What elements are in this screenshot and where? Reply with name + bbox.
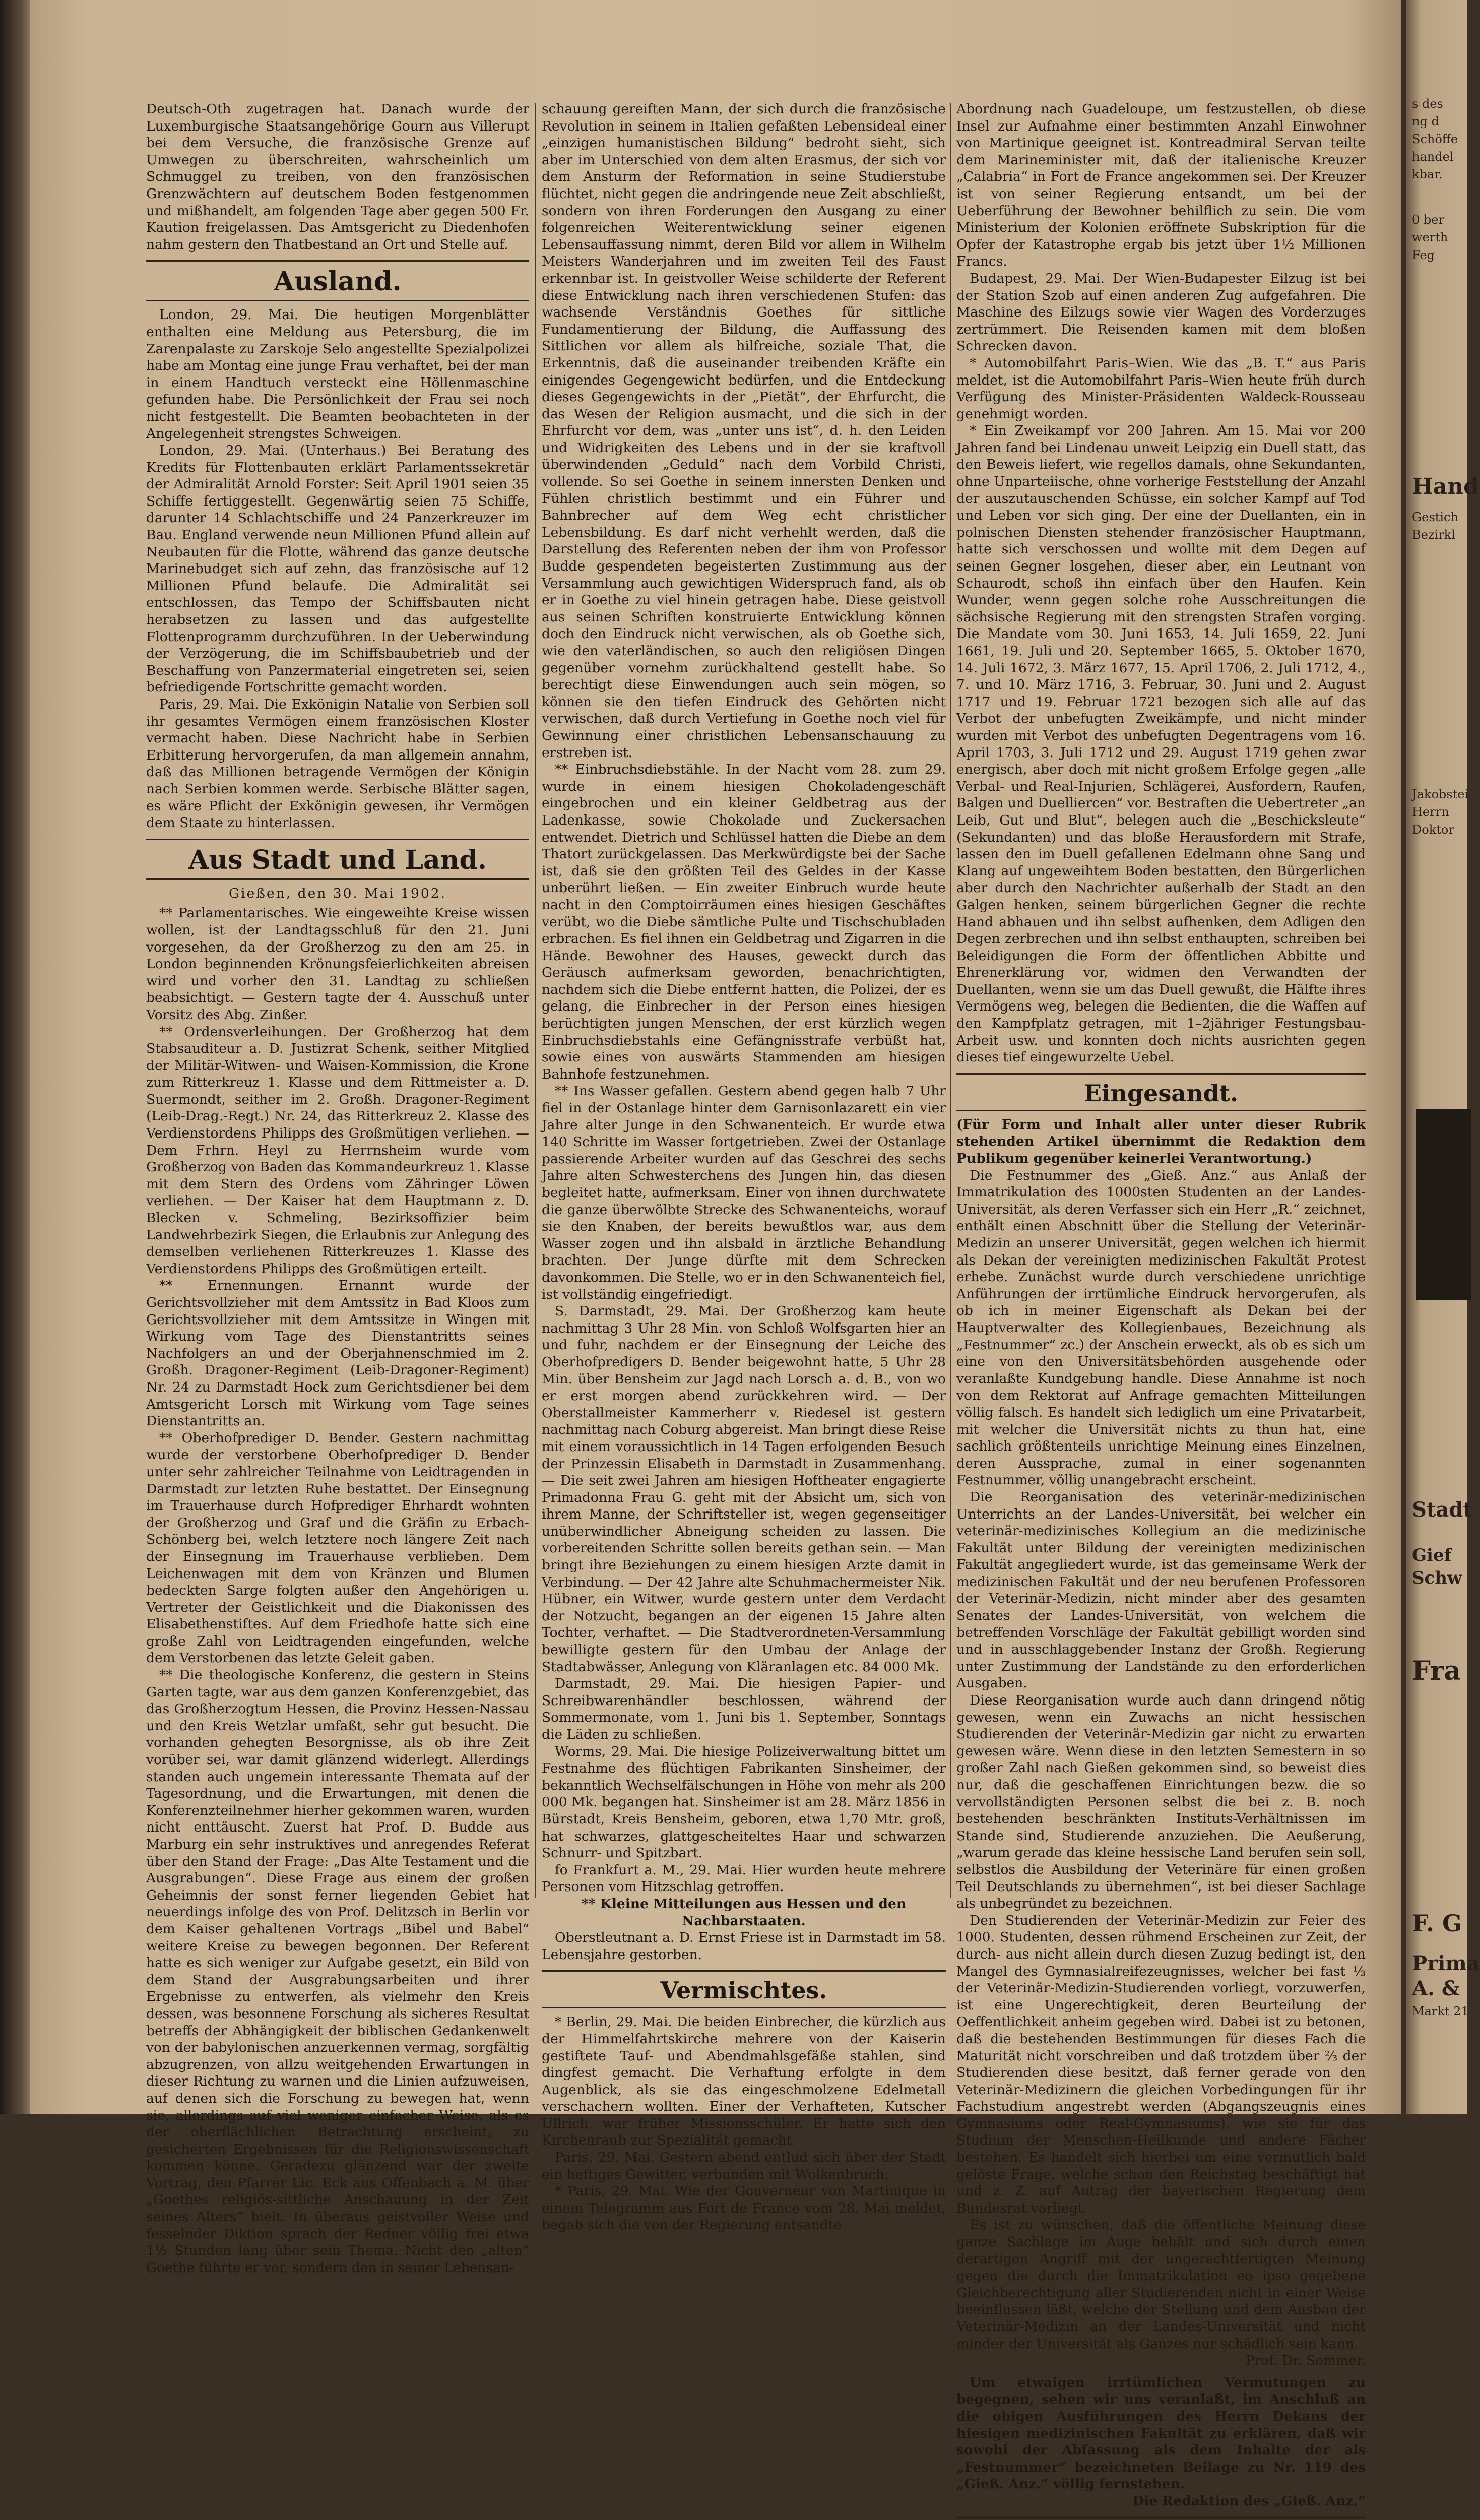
edge-fragment: Markt 21 (1412, 2004, 1469, 2019)
signature: Die Redaktion des „Gieß. Anz.“ (1132, 2493, 1366, 2509)
article-text: Die Festnummer des „Gieß. Anz.“ aus Anlaß der Immatrikulation des 1000sten Studenten an der Landes-Universität, als deren Verfasser sich ein Herr „R.“ zeichnet, enthält einen Abschnitt über die Stellung der Veterinär-Medizin an unserer Universität, gegen welchen ich hiermit als Dekan der vereinigten medizinischen Fakultät Protest erhebe. Zunächst wurde durch verschiedene unrichtige Anführungen der irrtümliche Eindruck hervorgerufen, als ob ich in meiner Eigenschaft als Dekan bei der Hauptverwalter des Kollegienbaues, Bezeichnung als „Festnummer“ zc.) der Anschein erweckt, als ob es sich um eine von den Universitätsbehörden ausgehende oder veranlaßte Kundgebung handle. Diese Annahme ist noch von dem Rektorat auf Anfrage gemachten Mitteilungen völlig falsch. Es handelt sich lediglich um eine Privatarbeit, mit welcher die Universität nichts zu thun hat, eine sachlich größtenteils unrichtige Meinung eines Einzelnen, deren Aussprache, zumal in einer sogenannten Festnummer, völlig unangebracht erscheint. (956, 1167, 1366, 1488)
column-3 (956, 101, 1366, 2520)
edge-fragment: Stadt (1412, 1498, 1472, 1522)
dateline: Gießen, den 30. Mai 1902. (228, 885, 447, 901)
article-text: Oberstleutnant a. D. Ernst Friese ist in Darmstadt im 58. Lebensjahre gestorben. (542, 1930, 946, 1963)
article-text: * Berlin, 29. Mai. Die beiden Einbrecher, die kürzlich aus der Himmelfahrtskirche mehrere von der Kaiserin gestiftete Tauf- und Abendmahlsgefäße stahlen, sind dingfest gemacht. Die Verhaftung erfolgte in dem Augenblick, als sie das eingeschmolzene Edelmetall verschachern wollten. Einer der Verhafteten, Kutscher Ullrich, war früher Missionsschüler. Er hatte sich den Kirchenraub zur Spezialität gemacht. (542, 2014, 946, 2149)
article-text: Paris, 29. Mai. Gestern abend entlud sich über der Stadt ein heftiges Gewitter, verbunden mit Wolkenbruch. (542, 2150, 946, 2182)
article-text: Abordnung nach Guadeloupe, um festzustellen, ob diese Insel zur Aufnahme einer bestimmten Anzahl Einwohner von Martinique geeignet ist. Kontreadmiral Servan teilte dem Marineminister mit, daß der italienische Kreuzer „Calabria“ in Fort de France angekommen sei. Der Kreuzer ist von seiner Regierung entsandt, um bei der Ueberführung der Bewohner behilflich zu sein. Die vom Ministerium der Kolonien eröffnete Subskription für die Opfer der Katastrophe ergab bis jetzt über 1½ Millionen Francs. (956, 101, 1366, 270)
binding-gutter (0, 0, 30, 2114)
disclaimer: (Für Form und Inhalt aller unter dieser Rubrik stehenden Artikel übernimmt die Redaktion dem Publikum gegenüber keinerlei Verantwortung.) (956, 1116, 1366, 1167)
edge-fragment: werth (1412, 230, 1448, 244)
edge-fragment: s des (1412, 97, 1443, 111)
article-text: ** Ordensverleihungen. Der Großherzog hat dem Stabsauditeur a. D. Justizrat Schenk, seither Mitglied der Militär-Witwen- und Waisen-Kommission, die Krone zum Ritterkreuz 1. Klasse und dem Rittmeister a. D. Suermondt, seither im 2. Großh. Dragoner-Regiment (Leib-Drag.-Regt.) Nr. 24, das Ritterkreuz 2. Klasse des Verdienstordens Philipps des Großmütigen verliehen. — Dem Frhrn. Heyl zu Herrnsheim wurde vom Großherzog von Baden das Kommandeurkreuz 1. Klasse mit dem Stern des Ordens vom Zähringer Löwen verliehen. — Der Kaiser hat dem Hauptmann z. D. Blecken v. Schmeling, Bezirksoffizier beim Landwehrbezirk Siegen, die Erlaubnis zur Anlegung des demselben verliehenen Ritterkreuzes 1. Klasse des Verdienstordens Philipps des Großmütigen erteilt. (146, 1024, 529, 1277)
article-text: Paris, 29. Mai. Die Exkönigin Natalie von Serbien soll ihr gesamtes Vermögen einem französischen Kloster vermacht haben. Diese Nachricht habe in Serbien Erbitterung hervorgerufen, da man allgemein annahm, daß das Millionen betragende Vermögen der Königin nach Serbien kommen werde. Serbische Blätter sagen, es wäre Pflicht der Exkönigin gewesen, ihr Vermögen dem Staate zu hinterlassen. (146, 697, 529, 831)
edge-fragment: Doktor (1412, 823, 1454, 837)
article-text: Den Studierenden der Veterinär-Medizin zur Feier des 1000. Studenten, dessen rühmend Erscheinen zur Zeit, der durch- aus nicht allein durch diesen Zuzug bedingt ist, den Mangel des Gymnasialreifezeugnisses, welcher bei fast ⅓ der Veterinär-Medizin-Studierenden vorliegt, vorzuwerfen, ist eine Ungerechtigkeit, deren Beurteilung der Oeffentlichkeit anheim gegeben wird. Dabei ist zu betonen, daß die bestehenden Bestimmungen für dieses Fach die Maturität nicht vorschreiben und daß trotzdem über ⅔ der Studierenden diese besitzt, daß ferner gerade von den Veterinär-Medizinern die gleichen Vorbedingungen für ihr Fachstudium angestrebt werden (Abgangszeugnis eines Gymnasiums oder Real-Gymnasiums), wie sie für das Studium der Menschen-Heilkunde und andere Fächer bestehen. Es handelt sich hierbei um eine vermutlich bald gelöste Frage, welche schon den Reichstag beschäftigt hat und z. Z. auf Antrag der bayerischen Regierung dem Bundesrat vorliegt. (956, 1912, 1366, 2216)
edge-fragment: Gestich (1412, 510, 1458, 524)
article-text: Darmstadt, 29. Mai. Die hiesigen Papier- und Schreibwarenhändler beschlossen, während der Sommermonate, vom 1. Juni bis 1. September, Sonntags die Läden zu schließen. (542, 1676, 946, 1742)
ad-block-fragment (1416, 1109, 1471, 1300)
article-text: London, 29. Mai. (Unterhaus.) Bei Beratung des Kredits für Flottenbauten erklärt Parlamentssekretär der Admiralität Arnold Forster: Seit April 1901 seien 35 Schiffe fertiggestellt. Gegenwärtig seien 75 Schiffe, darunter 14 Schlachtschiffe und 24 Panzerkreuzer im Bau. England verwende neun Millionen Pfund allein auf Neubauten für die Flotte, während das ganze deutsche Marinebudget sich auf zehn, das französische auf 12 Millionen Pfund belaufe. Die Admiralität sei entschlossen, das Tempo der Schiffsbauten nicht herabsetzen zu lassen und das aufgestellte Flottenprogramm durchzuführen. In der Ueberwindung der Verzögerung, die im Schiffsbaubetrieb und der Beschaffung von Panzermaterial eingetreten sei, seien befriedigende Fortschritte gemacht worden. (146, 443, 529, 696)
subheading: ** Kleine Mitteilungen aus Hessen und den Nachbarstaaten. (581, 1896, 907, 1929)
edge-fragment: Jakobstei (1412, 787, 1469, 801)
article-text: ** Parlamentarisches. Wie eingeweihte Kreise wissen wollen, ist der Landtagsschluß für den 21. Juni vorgesehen, da der Großherzog zu den am 25. in London beginnenden Krönungsfeierlichkeiten abreisen wird und vorher den 31. Landtag zu schließen beabsichtigt. — Gestern tagte der 4. Ausschuß unter Vorsitz des Abg. Zinßer. (146, 905, 529, 1023)
article-text: ** Ernennungen. Ernannt wurde der Gerichtsvollzieher mit dem Amtssitz in Bad Kloos zum Gerichtsvollzieher mit dem Amtssitze in Wingen mit Wirkung vom Tage des Dienstantritts seines Nachfolgers an und der Oberjahnenschmied im 2. Großh. Dragoner-Regiment (Leib-Dragoner-Regiment) Nr. 24 zu Darmstadt Hock zum Gerichtsdiener bei dem Amtsgericht Lorsch mit Wirkung vom Tage seines Dienstantritts an. (146, 1278, 529, 1429)
column-rule (535, 103, 536, 1898)
section-heading-gerichtssaal (956, 2517, 1366, 2520)
article-text: S. Darmstadt, 29. Mai. Der Großherzog kam heute nachmittag 3 Uhr 28 Min. von Schloß Wolfsgarten hier an und fuhr, nachdem er der Einsegnung der Leiche des Oberhofpredigers D. Bender beigewohnt hatte, 5 Uhr 28 Min. über Bensheim zur Jagd nach Lorsch a. d. B., von wo er erst morgen abend zurückkehren wird. — Der Oberstallmeister Kammerherr v. Riedesel ist gestern nachmittag nach Coburg abgereist. Man bringt diese Reise mit einem voraussichtlich in 14 Tagen erfolgenden Besuch der Prinzessin Elisabeth in Darmstadt in Zusammenhang. — Die seit zwei Jahren am hiesigen Hoftheater engagierte Primadonna Frau G. geht mit der Absicht um, sich von ihrem Manne, der Schriftsteller ist, wegen gegenseitiger unüberwindlicher Abneigung scheiden zu lassen. Die vorbereitenden Schritte sollen bereits gethan sein. — Man bringt ihre Beziehungen zu einem hiesigen Arzte damit in Verbindung. — Der 42 Jahre alte Schuhmachermeister Nik. Hübner, ein Witwer, wurde gestern unter dem Verdacht der Notzucht, begangen an der eigenen 15 Jahre alten Tochter, verhaftet. — Die Stadtverordneten-Versammlung bewilligte gestern für den Umbau der Anlage der Stadtabwässer, Anlegung von Kläranlagen etc. 84 000 Mk. (542, 1303, 946, 1675)
article-text: * Ein Zweikampf vor 200 Jahren. Am 15. Mai vor 200 Jahren fand bei Lindenau unweit Leipzig ein Duell statt, das den Beweis liefert, wie regellos damals, ohne Sekundanten, ohne Unparteiische, ohne vorherige Feststellung der Anzahl der auszutauschenden Schüsse, ein solcher Kampf auf Tod und Leben vor sich ging. Der eine der Duellanten, ein in polnischen Diensten stehender französischer Hauptmann, hatte sich verschossen und wollte mit dem Degen auf seinen Gegner losgehen, dieser aber, ein Leutnant von Schaurodt, schoß ihn einfach über den Haufen. Kein Wunder, wenn gegen solche rohe Ausschreitungen die sächsische Regierung mit den strengsten Strafen vorging. Die Mandate vom 30. Juni 1653, 14. Juli 1659, 22. Juni 1661, 19. Juli und 20. September 1665, 5. Oktober 1670, 14. Juli 1672, 3. März 1677, 15. April 1706, 2. Juli 1712, 4., 7. und 10. März 1716, 3. Februar, 30. Juni und 2. August 1717 und 19. Februar 1721 bezogen sich alle auf das Verbot der unbefugten Zweikämpfe, und nicht minder wurden mit Verbot des unbefugten Degentragens vom 16. April 1703, 3. Juli 1712 und 29. August 1719 gehen zwar energisch, aber doch mit nicht großem Erfolge gegen „alle Verbal- und Real-Injurien, Schlägerei, Ausfordern, Raufen, Balgen und Duelliercen“ vor. Bestraften die Uebertreter „an Leib, Gut und Blut“, belegen auch die „Beschicksleute“ (Sekundanten) und das bloße Herausfordern mit Strafe, lassen den im Duell gefallenen Edelmann ohne Sang und Klang auf ungeweihtem Boden bestatten, den Bürgerlichen aber durch den Nachrichter außerhalb der Stadt an den Galgen henken, seinem bürgerlichen Gegner die rechte Hand abhauen und ihn selbst aufhenken, dem Adligen den Degen zerbrechen und ihn selbst enthaupten, schreiben bei Beleidigungen die Form der öffentlichen Abbitte und Ehrenerklärung vor, widmen den Verwandten der Duellanten, wenn sie um das Duell gewußt, die Hälfte ihres Vermögens weg, belegen die Bedienten, die die Waffen auf den Kampfplatz getragen, mit 1–2jähriger Festungsbau-Arbeit usw. und konnten doch nichts ausrichten gegen dieses tief eingewurzelte Uebel. (956, 423, 1366, 1065)
article-text: Worms, 29. Mai. Die hiesige Polizeiverwaltung bittet um Festnahme des flüchtigen Fabrikanten Sinsheimer, der bekanntlich Wechselfälschungen in Höhe von mehr als 200 000 Mk. begangen hat. Sinsheimer ist am 28. März 1856 in Bürstadt, Kreis Bensheim, geboren, etwa 1,70 Mtr. groß, hat schwarzes, glattgescheiteltes Haar und schwarzen Schnurr- und Spitzbart. (542, 1743, 946, 1861)
article-text: Diese Reorganisation wurde auch dann dringend nötig gewesen, wenn ein Zuwachs an nicht hessischen Studierenden der Veterinär-Medizin gar nicht zu erwarten gewesen wäre. Wenn diese in den letzten Semestern in so großer Zahl nach Gießen gekommen sind, so beweist dies nur, daß die geschaffenen Einrichtungen bezw. die so vervollständigten Personen selbst die bei z. B. noch bestehenden beschränkten Instituts-Verhältnissen im Stande sind, Studierende anzuziehen. Die Aeußerung, „warum gerade das kleine hessische Land berufen sein soll, selbstlos die Ausbildung der Veterinäre für einen großen Teil Deutschlands zu übernehmen“, ist bei dieser Sachlage als unbegründet zu bezeichnen. (956, 1692, 1366, 1912)
article-text: fo Frankfurt a. M., 29. Mai. Hier wurden heute mehrere Personen vom Hitzschlag getroffen. (542, 1862, 946, 1895)
column-2 (542, 101, 946, 2234)
article-text: Deutsch-Oth zugetragen hat. Danach wurde der Luxemburgische Staatsangehörige Gourn aus Villerupt bei dem Versuche, die französische Grenze auf Umwegen zu überschreiten, wahrscheinlich um Schmuggel zu treiben, von den französischen Grenzwächtern auf deutschem Boden festgenommen und mißhandelt, am folgenden Tage aber gegen 500 Fr. Kaution freigelassen. Das Amtsgericht zu Diedenhofen nahm gestern den Thatbestand an Ort und Stelle auf. (146, 101, 529, 253)
edge-fragment: kbar. (1412, 167, 1443, 181)
article-text: * Automobilfahrt Paris–Wien. Wie das „B. T.“ aus Paris meldet, ist die Automobilfahrt Paris–Wien heute früh durch Verfügung des Minister-Präsidenten Waldeck-Rousseau genehmigt worden. (956, 355, 1366, 422)
section-heading-ausland: Ausland. (146, 260, 529, 301)
edge-fragment: Feg (1412, 248, 1435, 262)
edge-fragment: Herrn (1412, 805, 1449, 819)
edge-fragment: F. G (1412, 1910, 1462, 1937)
article-text: ** Einbruchsdiebstähle. In der Nacht vom 28. zum 29. wurde in einem hiesigen Chokoladengeschäft eingebrochen und ein kleiner Geldbetrag aus der Ladenkasse, sowie Chokolade und Zuckersachen entwendet. Dietrich und Schlüssel hatten die Diebe an dem Thatort zurückgelassen. Das Merkwürdigste bei der Sache ist, daß sie den größten Teil des Geldes in der Kasse unberührt ließen. — Ein zweiter Einbruch wurde heute nacht in den Comptoirräumen eines hiesigen Geschäftes verübt, wo die Diebe sämtliche Pulte und Tischschubladen erbrachen. Es fiel ihnen ein Geldbetrag und Zigarren in die Hände. Bewohner des Hauses, geweckt durch das Geräusch aufmerksam geworden, benachrichtigten, nachdem sich die Diebe entfernt hatten, die Polizei, der es gelang, die Einbrecher in der Person eines hiesigen berüchtigten jungen Menschen, der erst kürzlich wegen Einbruchsdiebstahls eine Gefängnisstrafe verbüßt hat, sowie eines von auswärts Stammenden am hiesigen Bahnhofe festzunehmen. (542, 762, 946, 1082)
edge-fragment: Hand (1412, 474, 1479, 499)
article-text: ** Die theologische Konferenz, die gestern in Steins Garten tagte, war aus dem ganzen Konferenzgebiet, das das Großherzogtum Hessen, die Provinz Hessen-Nassau und den Kreis Wetzlar umfaßt, sehr gut besucht. Die vorhanden gehegten Besorgnisse, als ob ihre Zeit vorüber sei, war damit glänzend widerlegt. Allerdings standen auch ungemein interessante Themata auf der Tagesordnung, und die Erwartungen, mit denen die Konferenzteilnehmer hierher gekommen waren, wurden nicht enttäuscht. Zuerst hat Prof. D. Budde aus Marburg ein sehr instruktives und anregendes Referat über den Stand der Frage: „Das Alte Testament und die Ausgrabungen“. Diese Frage aus einem der großen Geheimnis der sonst ferner liegenden Gebiet hat neuerdings infolge des von Prof. Delitzsch in Berlin vor dem Kaiser gehaltenen Vortrags „Bibel und Babel“ weitere Kreise zu bewegen begonnen. Der Referent hatte es sich weniger zur Aufgabe gesetzt, ein Bild von dem Stand der Ausgrabungsarbeiten und ihrer Ergebnisse zu entwerfen, als vielmehr den Kreis dessen, was besonnene Forschung als sicheres Resultat betreffs der Abhängigkeit der biblischen Gedankenwelt von der babylonischen anzuerkennen vermag, sorgfältig abzugrenzen, von allzu weitgehenden Erwartungen in dieser Richtung zu warnen und die Linien aufzuweisen, auf denen sich die Forschung zu bewegen hat, wenn sie, allerdings auf viel weniger einfacher Weise, als es der oberflächlichen Betrachtung erscheint, zu gesicherten Ergebnissen für die Religionswissenschaft kommen könne. Geradezu glänzend war der zweite Vortrag, den Pfarrer Lic. Eck aus Offenbach a. M. über „Goethes religiös-sittliche Anschauung in der Zeit seines Alters“ hielt. In überaus geistvoller Weise und fesselnder Diktion sprach der Redner völlig frei etwa 1½ Stunden lang über sein Thema. Nicht den „alten“ Goethe führte er vor, sondern den in seiner Lebensan- (146, 1667, 529, 2276)
column-rule (950, 103, 951, 1898)
edge-fragment: A. & (1412, 1977, 1460, 2000)
edge-fragment: ng d (1412, 114, 1439, 129)
edge-fragment: Gief (1412, 1545, 1452, 1565)
article-text: Budapest, 29. Mai. Der Wien-Budapester Eilzug ist bei der Station Szob auf einen anderen Zug aufgefahren. Die Maschine des Eilzugs sowie vier Wagen des Vorderzuges zertrümmert. Die Reisenden kamen mit dem bloßen Schrecken davon. (956, 270, 1366, 354)
edge-fragment: Fra (1412, 1656, 1461, 1686)
edge-fragment: Bezirkl (1412, 528, 1455, 542)
edge-fragment: 0 ber (1412, 213, 1444, 227)
article-text: schauung gereiften Mann, der sich durch die französische Revolution in seinem in Italien gefaßten Lebensideal einer „einzigen humanistischen Bildung“ bedroht sieht, sich aber im Unterschied von dem alten Erasmus, der sich vor dem Ansturm der Reformation in seine Studierstube flüchtet, nicht gegen die andringende neue Zeit abschließt, sondern von ihren Forderungen den Ausgang zu einer folgenreichen Weiterentwicklung seiner eigenen Lebensauffassung nimmt, deren Bild vor allem in Wilhelm Meisters Wanderjahren und im zweiten Teil des Faust erkennbar ist. In geistvoller Weise schilderte der Referent diese Entwicklung nach ihren verschiedenen Stufen: das wachsende Verständnis Goethes für sittliche Fundamentierung der Bildung, die Auffassung des Sittlichen vor allem als hilfreiche, soziale That, die Erkenntnis, daß die auseinander treibenden Kräfte ein einigendes Gegengewicht bedürfen, und die Entdeckung dieses Gegengewichts in der „Pietät“, der Ehrfurcht, die das Wesen der Religion ausmacht, und die sich in der Ehrfurcht vor dem, was „unter uns ist“, d. h. den Leiden und Widrigkeiten des Lebens und in der sie kraftvoll überwindenden „Geduld“ nach dem Vorbild Christi, vollende. So sei Goethe in seinem innersten Denken und Fühlen christlich bestimmt und ein Führer und Bahnbrecher auf dem Weg echt christlicher Lebensbildung. Es darf nicht verhehlt werden, daß die Darstellung des Referenten neben der ihm von Professor Budde gespendeten begeisterten Zustimmung aus der Versammlung auch gewichtigen Widerspruch fand, als ob er in Goethe zu viel hinein getragen habe. Diese geistvoll aus seinen Schriften konstruierte Entwicklung können doch den Eindruck nicht verwischen, als ob Goethe sich, wie den vaterländischen, so auch den religiösen Dingen gegenüber vornehm zurückhaltend gestellt habe. So berechtigt diese Einwendungen auch sein mögen, so können sie den tiefen Eindruck des Gehörten nicht verwischen, daß durch Vertiefung in Goethe noch viel für Gewinnung einer christlichen Lebensanschauung zu erstreben ist. (542, 101, 946, 761)
edge-fragment: Prima (1412, 1951, 1480, 1975)
article-text: ** Oberhofprediger D. Bender. Gestern nachmittag wurde der verstorbene Oberhofprediger D. Bender unter sehr zahlreicher Teilnahme von Leidtragenden in Darmstadt zur letzten Ruhe bestattet. Der Einsegnung im Trauerhause durch Hofprediger Ehrhardt wohnten der Großherzog und Graf und die Gräfin zu Erbach-Schönberg bei, welch letztere noch längere Zeit nach der Einsegnung im Trauerhause verblieben. Dem Leichenwagen mit dem von Kränzen und Blumen bedeckten Sarge folgten außer den Angehörigen u. Vertreter der Geistlichkeit und die Diakonissen des Elisabethenstiftes. Auf dem Friedhofe hatte sich eine große Zahl von Leidtragenden eingefunden, welche dem Verstorbenen das letzte Geleit gaben. (146, 1430, 529, 1666)
section-heading-vermischtes: Vermischtes. (542, 1970, 946, 2008)
section-heading-eingesandt: Eingesandt. (956, 1073, 1366, 1111)
article-text: ** Ins Wasser gefallen. Gestern abend gegen halb 7 Uhr fiel in der Ostanlage hinter dem Garnisonlazarett ein vier Jahre alter Junge in den Schwanenteich. Er wurde etwa 140 Schritte im Wasser fortgetrieben. Zwei der Ostanlage passierende Arbeiter wurden auf das Geschrei des sechs Jahre alten Schwesterchens des Jungen hin, das diesen begleitet hatte, aufmerksam. Einer von ihnen durchwatete die ganze überwölbte Strecke des Schwanenteichs, worauf sie den Knaben, der bereits bewußtlos war, aus dem Wasser zogen und ihn alsbald in ärztliche Behandlung brachten. Der Junge dürfte mit dem Schrecken davonkommen. Die Stelle, wo er in den Schwanenteich fiel, ist vollständig eingefriedigt. (542, 1083, 946, 1302)
article-text: London, 29. Mai. Die heutigen Morgenblätter enthalten eine Meldung aus Petersburg, die im Zarenpalaste zu Zarskoje Selo angestellte Spezialpolizei habe am Montag eine junge Frau verhaftet, bei der man in einem Handtuch versteckt eine Höllenmaschine gefunden habe. Die Persönlichkeit der Frau sei noch nicht festgestellt. Die Beamten beobachteten in der Angelegenheit strengstes Schweigen. (146, 307, 529, 442)
article-text: Es ist zu wünschen, daß die öffentliche Meinung diese ganze Sachlage im Auge behält und sich durch einen derartigen Angriff mit der ungerechtfertigten Meinung gegen die durch die Immatrikulation eo ipso gegebene Gleichberechtigung aller Studierenden nicht in einer Weise beeinflussen läßt, welche der Stellung und dem Ausbau der Veterinär-Medizin an der Landes-Universität und nicht minder der Universität als Ganzes nur schädlich sein kann. (956, 2217, 1366, 2352)
edge-fragment: Schw (1412, 1568, 1462, 1588)
section-heading-stadt-land: Aus Stadt und Land. (146, 839, 529, 880)
edge-fragment: handel (1412, 150, 1454, 164)
column-1 (146, 101, 529, 2276)
article-text: * Paris, 29. Mai. Wie der Gouverneur von Martinique in einem Telegramm aus Fort de France vom 28. Mai meldet, begab sich die von der Regierung entsandte (542, 2183, 946, 2233)
signature: Prof. Dr. Sommer. (1245, 2353, 1366, 2369)
editorial-notice: Um etwaigen irrtümlichen Vermutungen zu begegnen, sehen wir uns veranlaßt, im Anschluß an die obigen Ausführungen des Herrn Dekans der hiesigen medizinischen Fakultät zu erklären, daß wir sowohl der Abfassung als dem Inhalte der als „Festnummer“ bezeichneten Beilage zu Nr. 119 des „Gieß. Anz.“ völlig fernstehen. (956, 2374, 1366, 2492)
facing-page-edge (1406, 0, 1480, 2114)
article-text: Die Reorganisation des veterinär-medizinischen Unterrichts an der Landes-Universität, bei welcher ein veterinär-medizinisches Kollegium an die medizinische Fakultät unter Bildung der vereinigten medizinischen Fakultät angegliedert wurde, ist das gemeinsame Werk der medizinischen Fakultät und der neu berufenen Professoren der Veterinär-Medizin, nicht minder aber des gesamten Senates der Landes-Universität, von welchem die betreffenden Vorschläge der Fakultät gebilligt worden sind und in ausschlaggebender Instanz der Großh. Regierung unter Zustimmung der Landstände zu den erforderlichen Ausgaben. (956, 1489, 1366, 1691)
edge-fragment: Schöffe (1412, 132, 1458, 146)
